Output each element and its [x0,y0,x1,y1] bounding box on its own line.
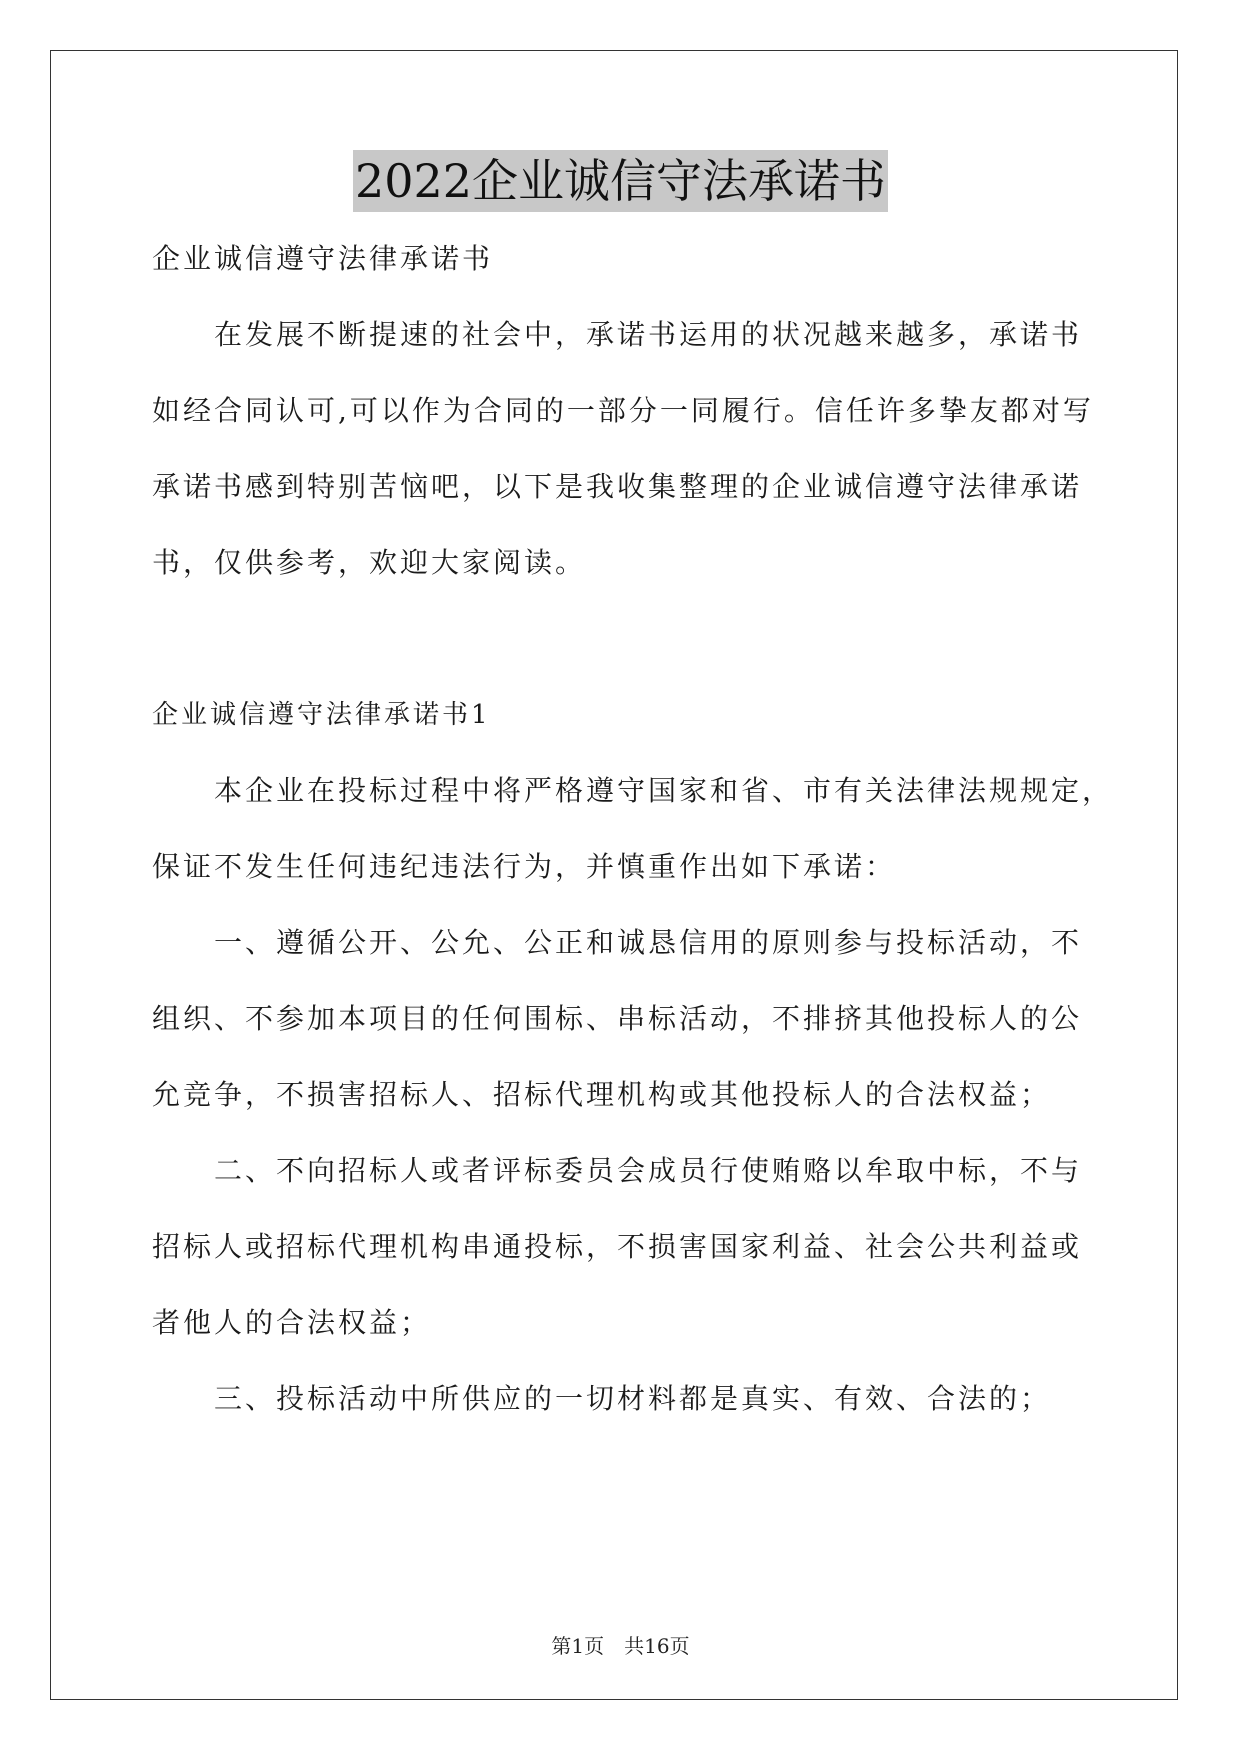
page-footer: 第1页 共16页 [551,1634,690,1658]
intro-line: 如经合同认可,可以作为合同的一部分一同履行。信任许多挚友都对写 [152,394,1094,427]
section-line: 者他人的合法权益； [152,1306,432,1339]
section-heading: 企业诚信遵守法律承诺书1 [152,700,491,730]
document-body [152,240,1114,1456]
spacer [152,620,1092,696]
section-line: 三、投标活动中所供应的一切材料都是真实、有效、合法的； [214,1382,1052,1415]
section-line: 本企业在投标过程中将严格遵守国家和省、市有关法律法规规定， [214,774,1114,807]
section-line: 组织、不参加本项目的任何围标、串标活动，不排挤其他投标人的公 [152,1002,1083,1035]
title-wrap [0,150,1241,212]
section-line: 保证不发生任何违纪违法行为，并慎重作出如下承诺： [152,850,897,883]
section-line: 一、遵循公开、公允、公正和诚恳信用的原则参与投标活动，不 [214,926,1083,959]
intro-line: 承诺书感到特别苦恼吧，以下是我收集整理的企业诚信遵守法律承诺 [152,470,1083,503]
intro-line: 在发展不断提速的社会中，承诺书运用的状况越来越多，承诺书 [214,318,1083,351]
intro-line: 书，仅供参考，欢迎大家阅读。 [152,546,587,579]
section-line: 允竞争，不损害招标人、招标代理机构或其他投标人的合法权益； [152,1078,1052,1111]
subtitle: 企业诚信遵守法律承诺书 [152,242,494,275]
section-line: 二、不向招标人或者评标委员会成员行使贿赂以牟取中标，不与 [214,1154,1083,1187]
section-line: 招标人或招标代理机构串通投标，不损害国家利益、社会公共利益或 [152,1230,1083,1263]
document-title: 2022企业诚信守法承诺书 [353,150,888,212]
